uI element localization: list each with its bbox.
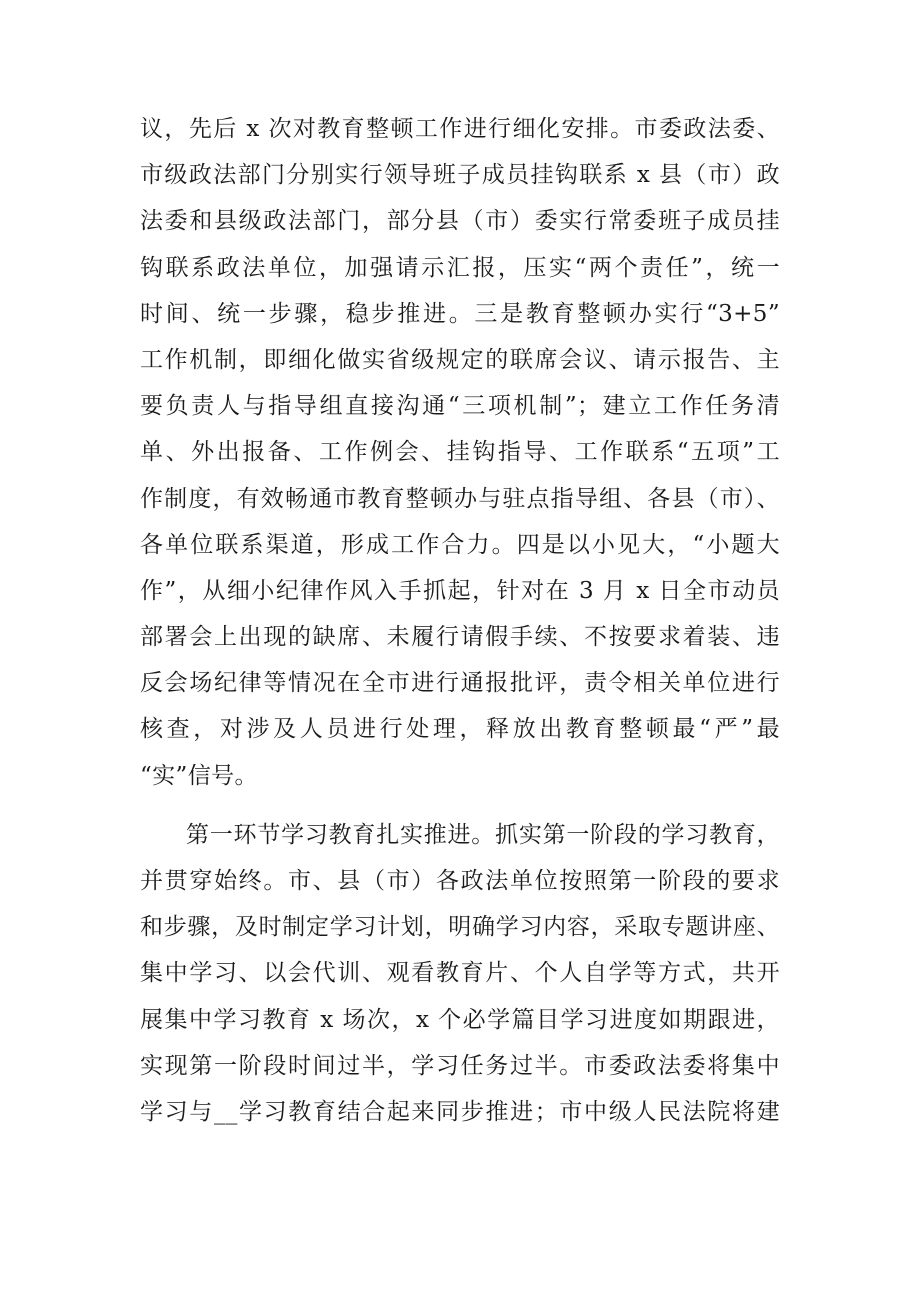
- text-line: 反会场纪律等情况在全市进行通报批评，责令相关单位进行: [140, 670, 780, 697]
- text-line: 部署会上出现的缺席、未履行请假手续、不按要求着装、违: [140, 624, 780, 651]
- text-line: 集中学习、以会代训、观看教育片、个人自学等方式，共开: [140, 960, 780, 987]
- text-line: 核查，对涉及人员进行处理，释放出教育整顿最“严”最: [140, 716, 780, 743]
- text-line: 展集中学习教育 x 场次，x 个必学篇目学习进度如期跟进，: [140, 1006, 780, 1033]
- text-line: 钩联系政法单位，加强请示汇报，压实“两个责任”，统一: [140, 254, 780, 281]
- text-line: 要负责人与指导组直接沟通“三项机制”；建立工作任务清: [140, 393, 780, 420]
- text-line: 并贯穿始终。市、县（市）各政法单位按照第一阶段的要求: [140, 868, 780, 894]
- text-line: 法委和县级政法部门，部分县（市）委实行常委班子成员挂: [140, 208, 780, 235]
- text-line: 市级政法部门分别实行领导班子成员挂钩联系 x 县（市）政: [140, 162, 780, 189]
- text-line: “实”信号。: [140, 762, 258, 789]
- text-line: 作制度，有效畅通市教育整顿办与驻点指导组、各县（市）、: [140, 485, 780, 512]
- document-body: [140, 106, 780, 1135]
- text-line: 和步骤，及时制定学习计划，明确学习内容，采取专题讲座、: [140, 914, 780, 941]
- text-line: 工作机制，即细化做实省级规定的联席会议、请示报告、主: [140, 346, 780, 373]
- paragraph-2: [140, 812, 780, 1135]
- text-line: 第一环节学习教育扎实推进。抓实第一阶段的学习教育，: [186, 821, 780, 848]
- text-line: 议，先后 x 次对教育整顿工作进行细化安排。市委政法委、: [140, 116, 780, 142]
- text-line: 各单位联系渠道，形成工作合力。四是以小见大，“小题大: [140, 531, 780, 558]
- text-line: 实现第一阶段时间过半，学习任务过半。市委政法委将集中: [140, 1052, 780, 1079]
- paragraph-1: [140, 106, 780, 799]
- text-line: 学习与__学习教育结合起来同步推进；市中级人民法院将建: [140, 1098, 780, 1125]
- text-line: 时间、统一步骤，稳步推进。三是教育整顿办实行“3+5”: [140, 300, 780, 327]
- text-line: 作”，从细小纪律作风入手抓起，针对在 3 月 x 日全市动员: [140, 577, 780, 604]
- text-line: 单、外出报备、工作例会、挂钩指导、工作联系“五项”工: [140, 439, 780, 466]
